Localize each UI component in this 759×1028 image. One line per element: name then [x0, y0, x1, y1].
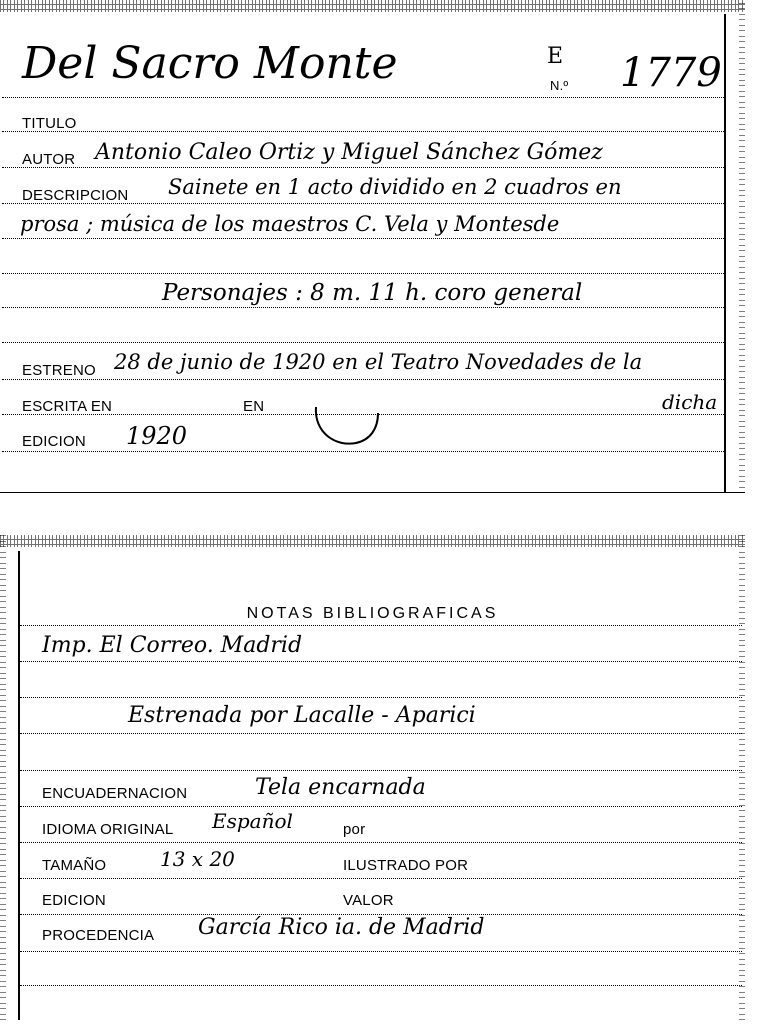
catalog-card-bottom — [0, 535, 745, 1020]
section-title: NOTAS BIBLIOGRAFICAS — [246, 605, 499, 622]
rule-line — [20, 878, 742, 879]
label-por: por — [343, 821, 366, 838]
rule-line — [2, 379, 724, 380]
number-prefix: E — [547, 44, 564, 69]
rule-line — [2, 97, 724, 98]
rule-line — [2, 238, 724, 239]
value-personajes: Personajes : 8 m. 11 h. coro general — [162, 280, 583, 306]
value-edicion: 1920 — [126, 422, 188, 450]
rule-line — [2, 342, 724, 343]
label-procedencia: PROCEDENCIA — [42, 927, 155, 944]
rule-line — [20, 625, 742, 626]
label-valor: VALOR — [343, 892, 394, 909]
label-ilustrado-por: ILUSTRADO POR — [343, 857, 469, 874]
catalog-card-top — [0, 0, 745, 493]
card-bottom-edge — [0, 492, 745, 493]
notes-line-1: Imp. El Correo. Madrid — [42, 633, 303, 658]
handwritten-title: Del Sacro Monte — [22, 38, 398, 89]
notes-line-2: Estrenada por Lacalle - Aparici — [128, 703, 476, 728]
card-top-edge — [0, 0, 745, 12]
value-estreno: 28 de junio de 1920 en el Teatro Novedades de la — [114, 350, 643, 374]
rule-line — [2, 451, 724, 452]
label-en: EN — [243, 398, 265, 415]
catalog-number: 1779 — [620, 50, 722, 96]
value-descripcion-line2: prosa ; música de los maestros C. Vela y Montesde — [20, 212, 560, 236]
label-idioma-original: IDIOMA ORIGINAL — [42, 821, 174, 838]
value-autor: Antonio Caleo Ortiz y Miguel Sánchez Gómez — [95, 140, 603, 165]
label-estreno: ESTRENO — [22, 362, 96, 379]
value-procedencia: García Rico ia. de Madrid — [198, 915, 485, 940]
value-encuadernacion: Tela encarnada — [255, 775, 426, 800]
value-tamano: 13 x 20 — [160, 847, 235, 871]
label-tamano: TAMAÑO — [42, 857, 107, 874]
label-edicion: EDICION — [22, 433, 86, 450]
rule-line — [20, 661, 742, 662]
rule-line — [20, 697, 742, 698]
value-idioma-original: Español — [212, 809, 293, 833]
value-descripcion-line1: Sainete en 1 acto dividido en 2 cuadros en — [168, 175, 622, 199]
rule-line — [2, 307, 724, 308]
rule-line — [20, 733, 742, 734]
card-top-edge — [0, 535, 745, 547]
rule-line — [20, 842, 742, 843]
rule-line — [2, 131, 724, 132]
rule-line — [2, 167, 724, 168]
label-titulo: TITULO — [22, 115, 77, 132]
punch-hole — [312, 403, 382, 451]
label-escrita-en: ESCRITA EN — [22, 398, 113, 415]
rule-line — [20, 770, 742, 771]
label-edicion: EDICION — [42, 892, 106, 909]
rule-line — [20, 985, 742, 986]
label-descripcion: DESCRIPCION — [22, 187, 129, 204]
label-encuadernacion: ENCUADERNACION — [42, 785, 188, 802]
rule-line — [20, 951, 742, 952]
value-estreno-cont: dicha — [662, 390, 718, 414]
rule-line — [2, 273, 724, 274]
label-autor: AUTOR — [22, 151, 76, 168]
number-label: N.º — [550, 78, 569, 93]
card-right-edge — [739, 0, 745, 493]
rule-line — [20, 806, 742, 807]
card-right-rule — [724, 14, 726, 493]
